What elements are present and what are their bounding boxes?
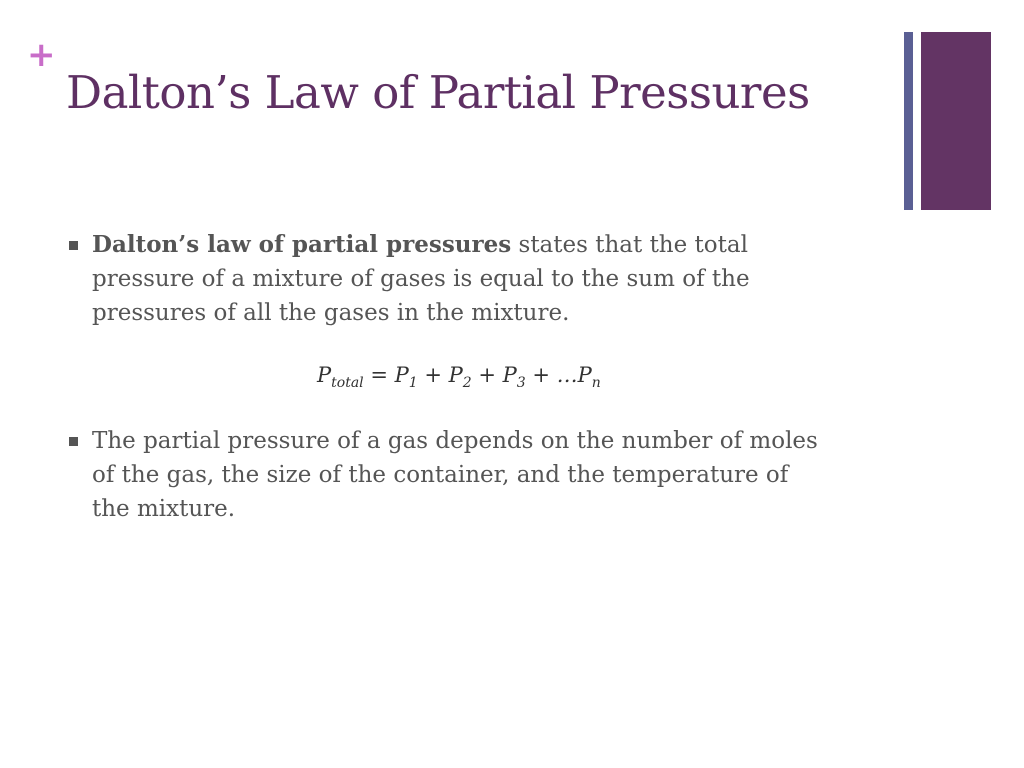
equation-subscript: 2 bbox=[462, 375, 472, 391]
equation-subscript: n bbox=[591, 375, 601, 391]
equation-symbol: P bbox=[502, 363, 517, 387]
equation-symbol: P bbox=[577, 363, 592, 387]
equation-symbol: P bbox=[394, 363, 409, 387]
slide-title: Dalton’s Law of Partial Pressures bbox=[66, 66, 810, 119]
bullet-square-icon bbox=[69, 437, 78, 446]
equation-operator: + bbox=[471, 363, 503, 387]
equation-subscript: 1 bbox=[408, 375, 418, 391]
equation-symbol: P bbox=[448, 363, 463, 387]
equation-operator: = bbox=[363, 363, 395, 387]
bullet-text: The partial pressure of a gas depends on the number of moles of the gas, the size of the container, and the temperature of the mixture. bbox=[92, 428, 818, 522]
bullet-item bbox=[92, 424, 832, 526]
bullet-text: states that the total pressure of a mixture of gases is equal to the sum of the pressures of all the gases in the mixture. bbox=[92, 232, 750, 326]
equation-subscript: total bbox=[331, 375, 364, 391]
dalton-equation bbox=[0, 360, 1024, 390]
bullet-square-icon bbox=[69, 241, 78, 250]
equation-operator: + bbox=[417, 363, 449, 387]
equation-symbol: P bbox=[317, 363, 332, 387]
accent-bar-thick bbox=[921, 32, 991, 210]
accent-bar-thin bbox=[904, 32, 913, 210]
slide-body bbox=[0, 228, 1024, 526]
bullet-bold-text: Dalton’s law of partial pressures bbox=[92, 231, 512, 258]
equation-operator: + … bbox=[525, 363, 578, 387]
equation-subscript: 3 bbox=[516, 375, 526, 391]
bullet-item bbox=[92, 228, 832, 330]
plus-icon: + bbox=[27, 35, 56, 75]
